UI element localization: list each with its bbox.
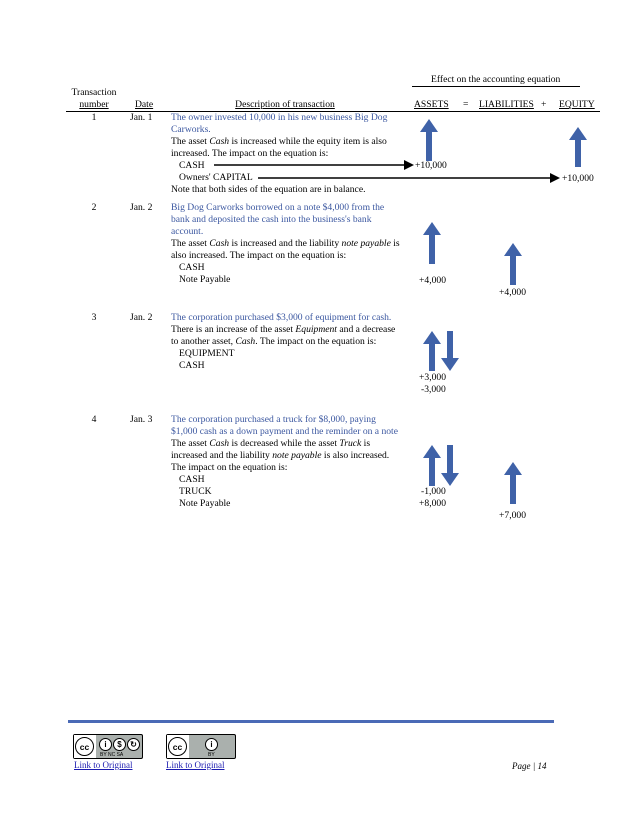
noncommercial-icon: $: [113, 738, 126, 751]
txn4-assets-down-arrow-icon: [441, 445, 459, 486]
txn2-description: [171, 202, 403, 286]
txn3-description: [171, 312, 403, 372]
txn2-line-note-payable: Note Payable: [179, 274, 231, 285]
txn3-assets-value-increase: +3,000: [419, 372, 446, 383]
txn4-line-cash: CASH: [179, 474, 205, 485]
txn1-description: [171, 112, 403, 196]
col-date-label: Date: [135, 99, 154, 110]
col-liabilities-label: LIABILITIES: [479, 99, 534, 110]
link-to-original-2[interactable]: Link to Original: [166, 760, 225, 770]
txn4-assets-value-decrease: -1,000: [421, 486, 446, 497]
txn3-line-cash: CASH: [179, 360, 205, 371]
txn2-assets-up-arrow-icon: [423, 222, 441, 264]
txn2-number: 2: [91, 202, 97, 213]
txn4-description: [171, 414, 403, 510]
txn4-line-note-payable: Note Payable: [179, 498, 231, 509]
cc-by-badge[interactable]: [166, 734, 236, 759]
txn1-cash-pointer-arrow-icon: [214, 160, 414, 170]
txn1-equity-up-arrow-icon: [569, 127, 587, 167]
txn1-note: Note that both sides of the equation are in balance.: [171, 184, 366, 195]
txn3-date: Jan. 2: [130, 312, 153, 323]
txn2-date: Jan. 2: [130, 202, 153, 213]
txn4-line-truck: TRUCK: [179, 486, 212, 497]
txn4-liabilities-value: +7,000: [499, 510, 526, 521]
txn4-assets-up-arrow-icon: [423, 445, 441, 486]
sharealike-icon: ↻: [127, 738, 140, 751]
txn3-assets-down-arrow-icon: [441, 331, 459, 371]
txn2-assets-value: +4,000: [419, 275, 446, 286]
cc-by-nc-sa-badge[interactable]: [73, 734, 143, 759]
plus-sign: +: [541, 99, 547, 110]
txn1-assets-up-arrow-icon: [420, 119, 438, 161]
txn3-summary: The corporation purchased $3,000 of equipment for cash.: [171, 312, 392, 323]
txn1-line-capital: Owners' CAPITAL: [179, 172, 253, 183]
col-description-label: Description of transaction: [235, 99, 335, 110]
effect-title-rule: [412, 86, 580, 87]
txn4-number: 4: [91, 414, 97, 425]
txn4-date: Jan. 3: [130, 414, 153, 425]
txn4-assets-value-increase: +8,000: [419, 498, 446, 509]
col-assets-label: ASSETS: [414, 99, 449, 110]
footer-rule: [68, 720, 554, 723]
txn4-liabilities-up-arrow-icon: [504, 462, 522, 504]
txn3-explanation: There is an increase of the asset Equipment and a decrease to another asset, Cash. The impact on the equation is:: [171, 324, 396, 347]
badge2-subtext: BY: [208, 752, 215, 758]
creative-commons-icon: cc: [168, 737, 187, 756]
txn2-liabilities-up-arrow-icon: [504, 243, 522, 285]
page-number: Page | 14: [512, 761, 547, 771]
txn1-line-cash: CASH: [179, 160, 205, 171]
txn1-date: Jan. 1: [130, 112, 153, 123]
equals-sign: =: [463, 99, 469, 110]
txn2-summary: Big Dog Carworks borrowed on a note $4,000 from the bank and deposited the cash into the business's bank account.: [171, 202, 385, 237]
attribution-icon: i: [205, 738, 218, 751]
txn1-assets-value: +10,000: [415, 160, 447, 171]
creative-commons-icon: cc: [75, 737, 94, 756]
txn1-explanation: The asset Cash is increased while the equity item is also increased. The impact on the equation is:: [171, 136, 387, 159]
badge1-subtext: BY NC SA: [100, 752, 124, 758]
txn1-number: 1: [91, 112, 97, 123]
txn3-assets-up-arrow-icon: [423, 331, 441, 371]
link-to-original-1[interactable]: Link to Original: [74, 760, 133, 770]
txn2-line-cash: CASH: [179, 262, 205, 273]
txn3-line-equipment: EQUIPMENT: [179, 348, 235, 359]
attribution-icon: i: [99, 738, 112, 751]
txn4-summary: The corporation purchased a truck for $8,000, paying $1,000 cash as a down payment and the reminder on a note: [171, 414, 398, 437]
col-equity-label: EQUITY: [559, 99, 595, 110]
txn1-capital-pointer-arrow-icon: [258, 173, 560, 183]
txn1-summary: The owner invested 10,000 in his new business Big Dog Carworks.: [171, 112, 388, 135]
col-transaction-label: Transaction: [71, 87, 117, 98]
txn3-assets-value-decrease: -3,000: [421, 384, 446, 395]
txn3-number: 3: [91, 312, 97, 323]
txn2-liabilities-value: +4,000: [499, 287, 526, 298]
txn4-explanation: The asset Cash is decreased while the asset Truck is increased and the liability note payable is also increased. The impact on the equation is:: [171, 438, 390, 473]
txn2-explanation: The asset Cash is increased and the liability note payable is also increased. The impact on the equation is:: [171, 238, 400, 261]
col-number-label: number: [79, 99, 109, 110]
txn1-equity-value: +10,000: [562, 173, 594, 184]
effect-title: Effect on the accounting equation: [431, 74, 561, 85]
